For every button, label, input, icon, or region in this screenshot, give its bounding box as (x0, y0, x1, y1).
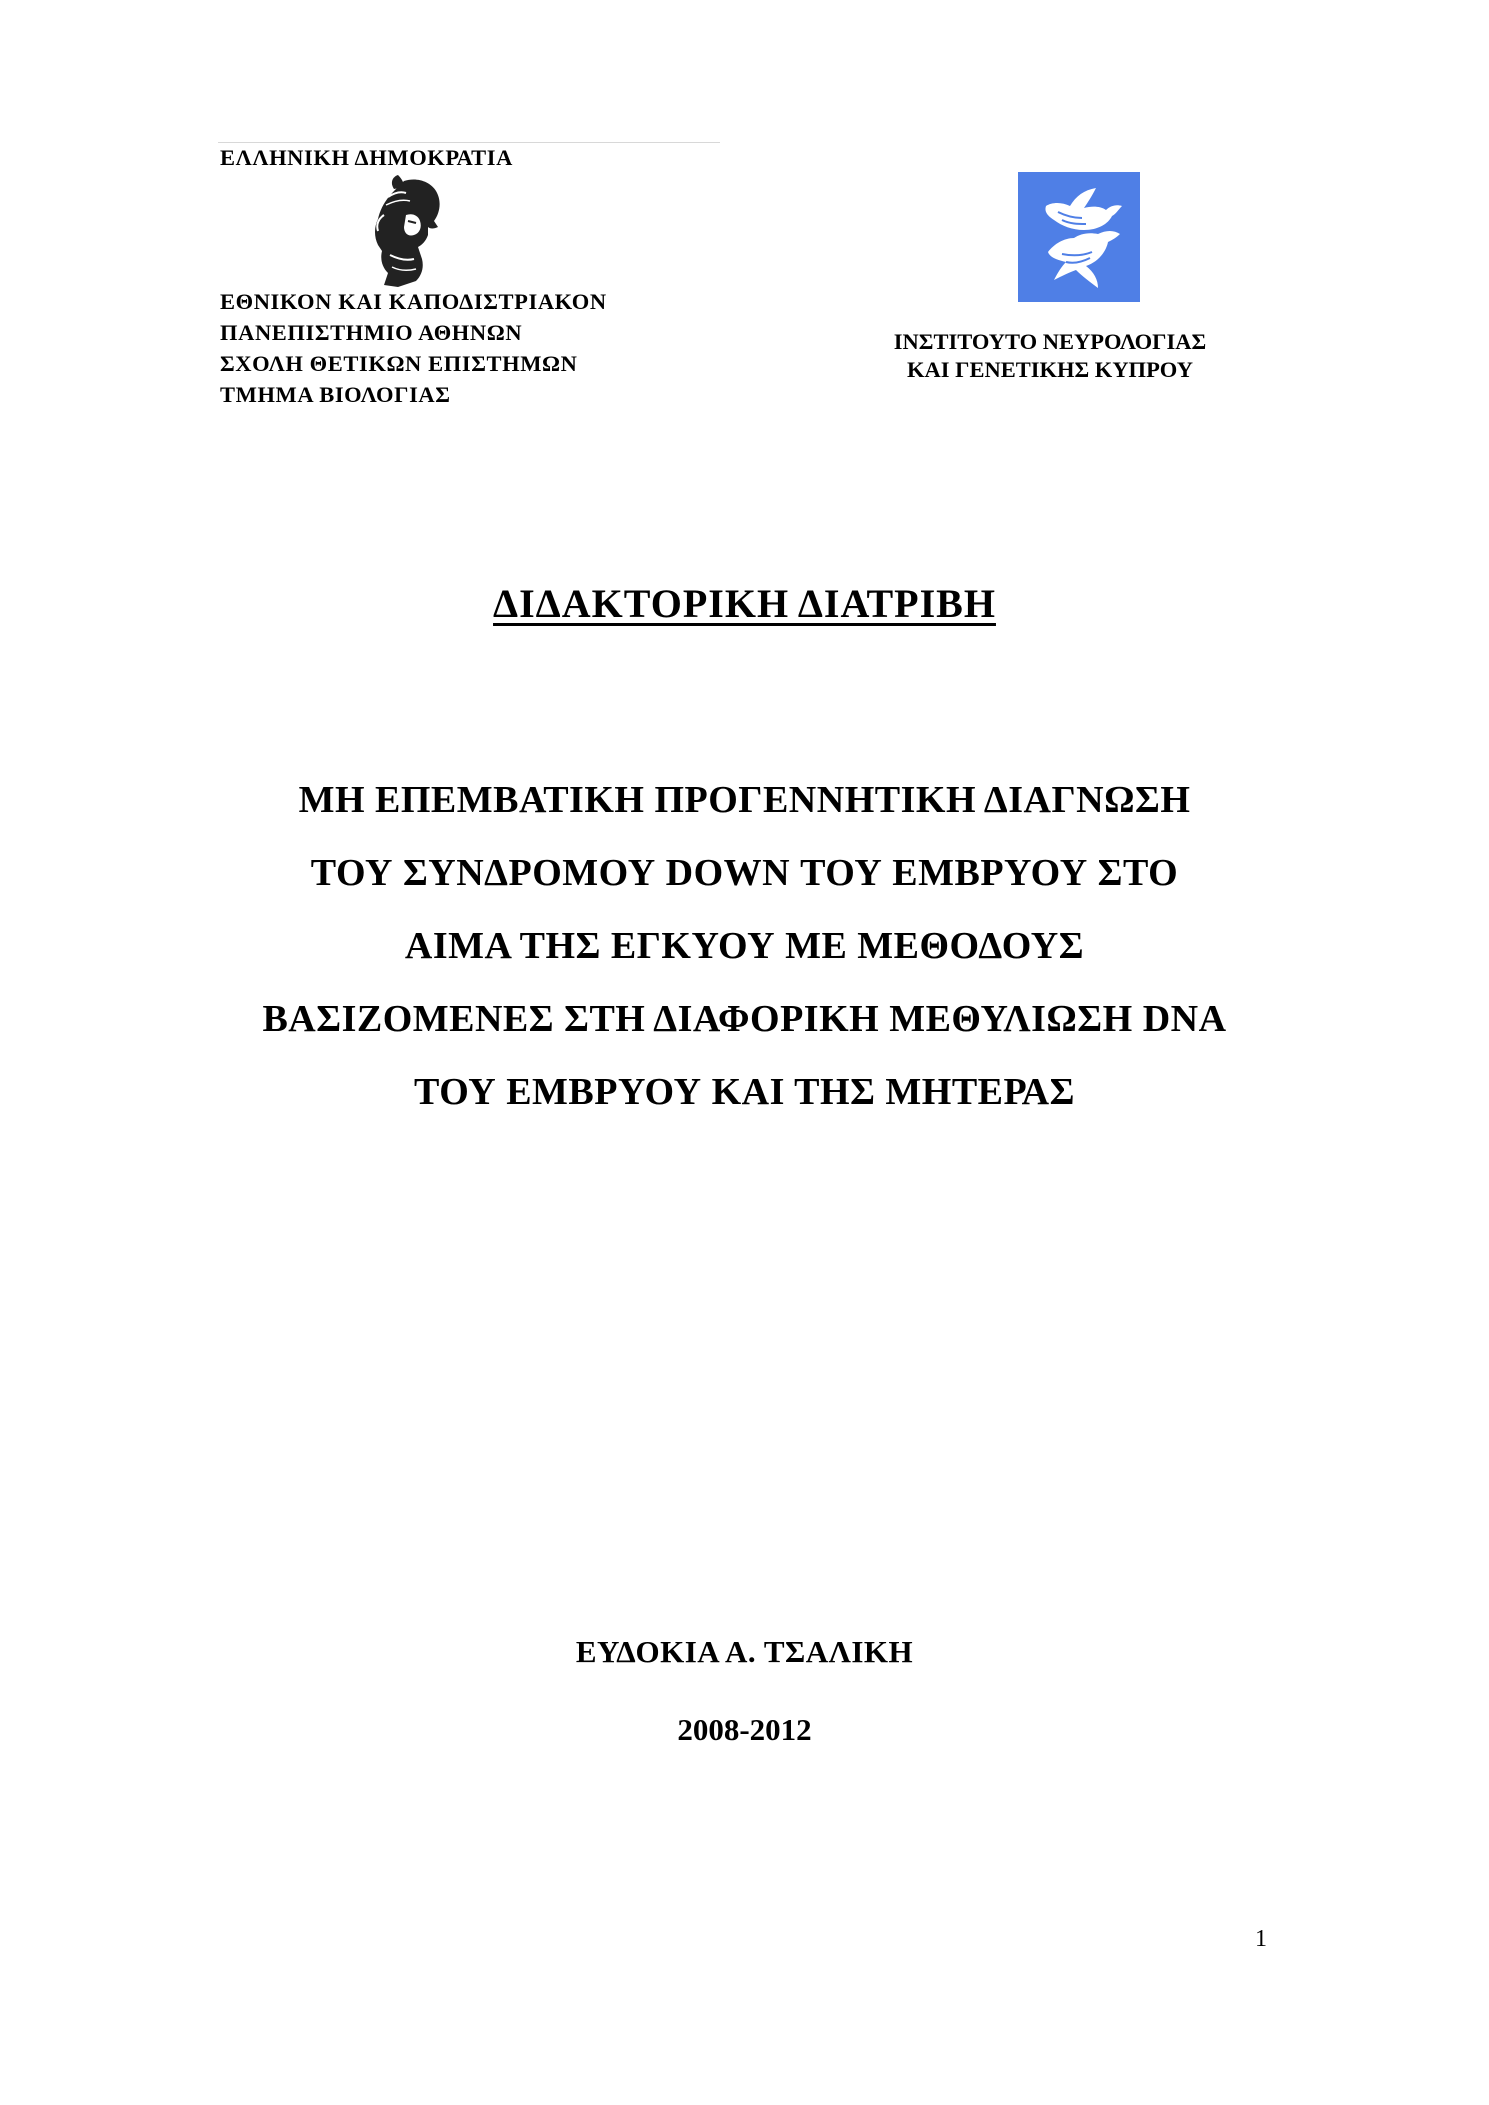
thesis-years: 2008-2012 (677, 1712, 812, 1747)
title-line: ΤΟΥ ΕΜΒΡΥΟΥ ΚΑΙ ΤΗΣ ΜΗΤΕΡΑΣ (414, 1071, 1075, 1113)
athena-head-emblem-icon (364, 175, 454, 291)
title-line: ΒΑΣΙΖΟΜΕΝΕΣ ΣΤΗ ΔΙΑΦΟΡΙΚΗ ΜΕΘΥΛΙΩΣΗ DNA (262, 998, 1227, 1040)
title-line: ΑΙΜΑ ΤΗΣ ΕΓΚΥΟΥ ΜΕ ΜΕΘΟΔΟΥΣ (404, 925, 1085, 967)
university-line: ΕΘΝΙΚΟΝ ΚΑΙ ΚΑΠΟΔΙΣΤΡΙΑΚΟΝ (220, 289, 607, 314)
institute-line: ΚΑΙ ΓΕΝΕΤΙΚΗΣ ΚΥΠΡΟΥ (907, 357, 1193, 382)
institute-name (840, 328, 1260, 384)
document-type-label: ΔΙΔΑΚΤΟΡΙΚΗ ΔΙΑΤΡΙΒΗ (493, 581, 996, 626)
author-name: ΕΥΔΟΚΙΑ Α. ΤΣΑΛΙΚΗ (575, 1634, 914, 1669)
institute-line: ΙΝΣΤΙΤΟΥΤΟ ΝΕΥΡΟΛΟΓΙΑΣ (893, 329, 1207, 354)
page-number: 1 (1255, 1926, 1267, 1952)
thesis-title (0, 764, 1489, 1129)
department-line: ΤΜΗΜΑ ΒΙΟΛΟΓΙΑΣ (220, 382, 451, 407)
document-type-heading (0, 580, 1489, 627)
university-line: ΠΑΝΕΠΙΣΤΗΜΙΟ ΑΘΗΝΩΝ (220, 320, 523, 345)
dove-logo-icon (1018, 172, 1140, 302)
title-line: ΤΟΥ ΣΥΝΔΡΟΜΟΥ DOWN ΤΟΥ ΕΜΒΡΥΟΥ ΣΤΟ (310, 852, 1179, 894)
university-name-block (220, 286, 607, 410)
title-line: ΜΗ ΕΠΕΜΒΑΤΙΚΗ ΠΡΟΓΕΝΝΗΤΙΚΗ ΔΙΑΓΝΩΣΗ (298, 779, 1191, 821)
header-rule (218, 142, 720, 143)
country-name: ΕΛΛΗΝΙΚΗ ΔΗΜΟΚΡΑΤΙΑ (220, 145, 513, 170)
school-line: ΣΧΟΛΗ ΘΕΤΙΚΩΝ ΕΠΙΣΤΗΜΩΝ (220, 351, 578, 376)
